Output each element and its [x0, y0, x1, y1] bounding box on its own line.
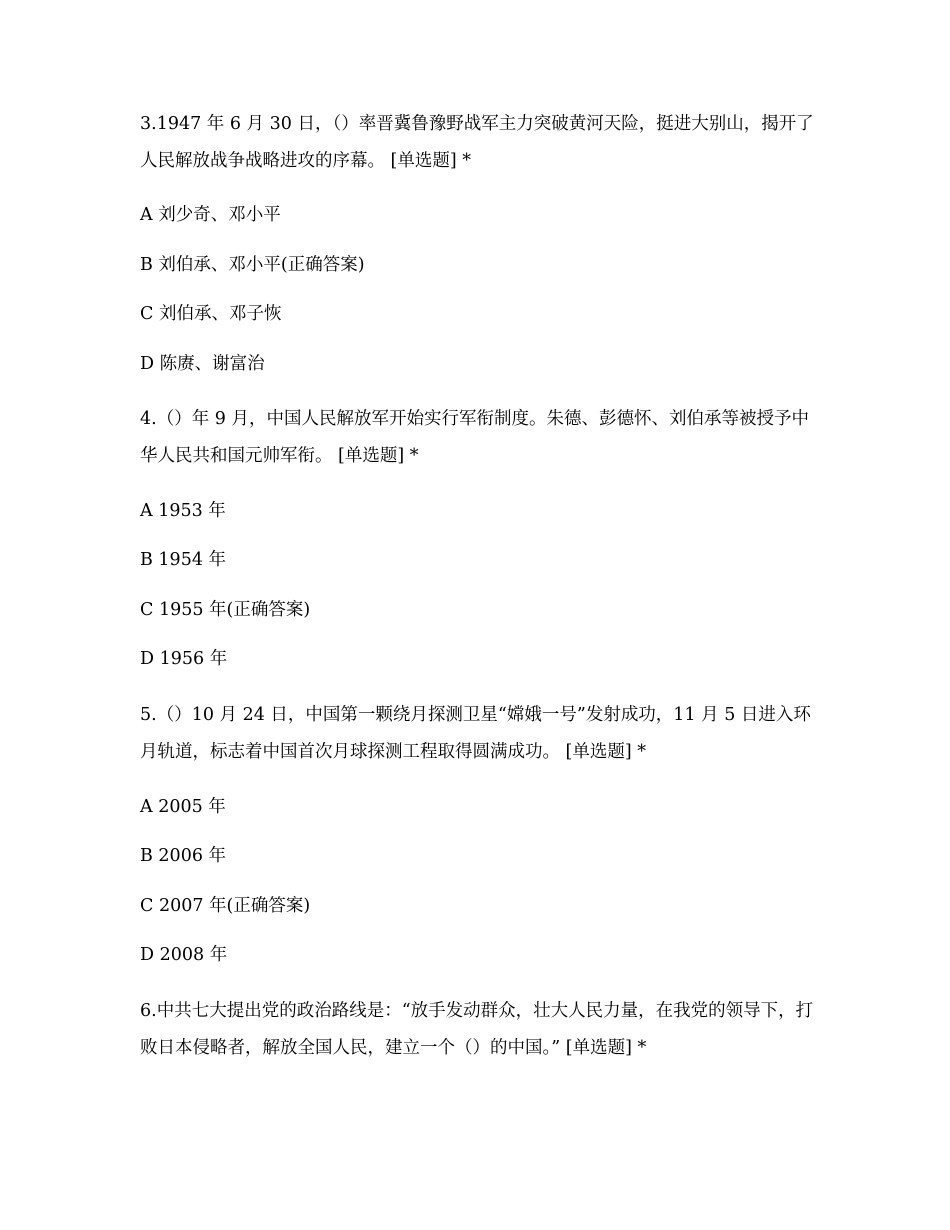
question-5-stem: 5.（）10 月 24 日，中国第一颗绕月探测卫星“嫦娥一号”发射成功，11 月 5 日进入环月轨道，标志着中国首次月球探测工程取得圆满成功。 [单选题] * — [140, 705, 811, 762]
question-5-option-c: C 2007 年(正确答案) — [140, 896, 311, 916]
question-4-option-b: B 1954 年 — [140, 550, 227, 570]
question-5-option-b: B 2006 年 — [140, 846, 227, 866]
question-4-option-a: A 1953 年 — [140, 501, 226, 521]
question-4-option-c: C 1955 年(正确答案) — [140, 600, 311, 620]
question-3-option-c: C 刘伯承、邓子恢 — [140, 304, 282, 324]
question-3-option-d: D 陈赓、谢富治 — [140, 354, 265, 374]
question-3-option-a: A 刘少奇、邓小平 — [140, 205, 281, 225]
question-5-option-a: A 2005 年 — [140, 797, 226, 817]
question-3-option-b: B 刘伯承、邓小平(正确答案) — [140, 255, 365, 275]
question-4-stem: 4.（）年 9 月，中国人民解放军开始实行军衔制度。朱德、彭德怀、刘伯承等被授予中华人民共和国元帅军衔。 [单选题] * — [140, 409, 809, 466]
question-5-option-d: D 2008 年 — [140, 945, 228, 965]
question-3-stem: 3.1947 年 6 月 30 日，（）率晋冀鲁豫野战军主力突破黄河天险，挺进大别山，揭开了人民解放战争战略进攻的序幕。 [单选题] * — [140, 114, 814, 171]
question-6-stem: 6.中共七大提出党的政治路线是：“放手发动群众，壮大人民力量，在我党的领导下，打败日本侵略者，解放全国人民，建立一个（）的中国。” [单选题] * — [140, 1001, 814, 1058]
question-4-option-d: D 1956 年 — [140, 649, 228, 669]
